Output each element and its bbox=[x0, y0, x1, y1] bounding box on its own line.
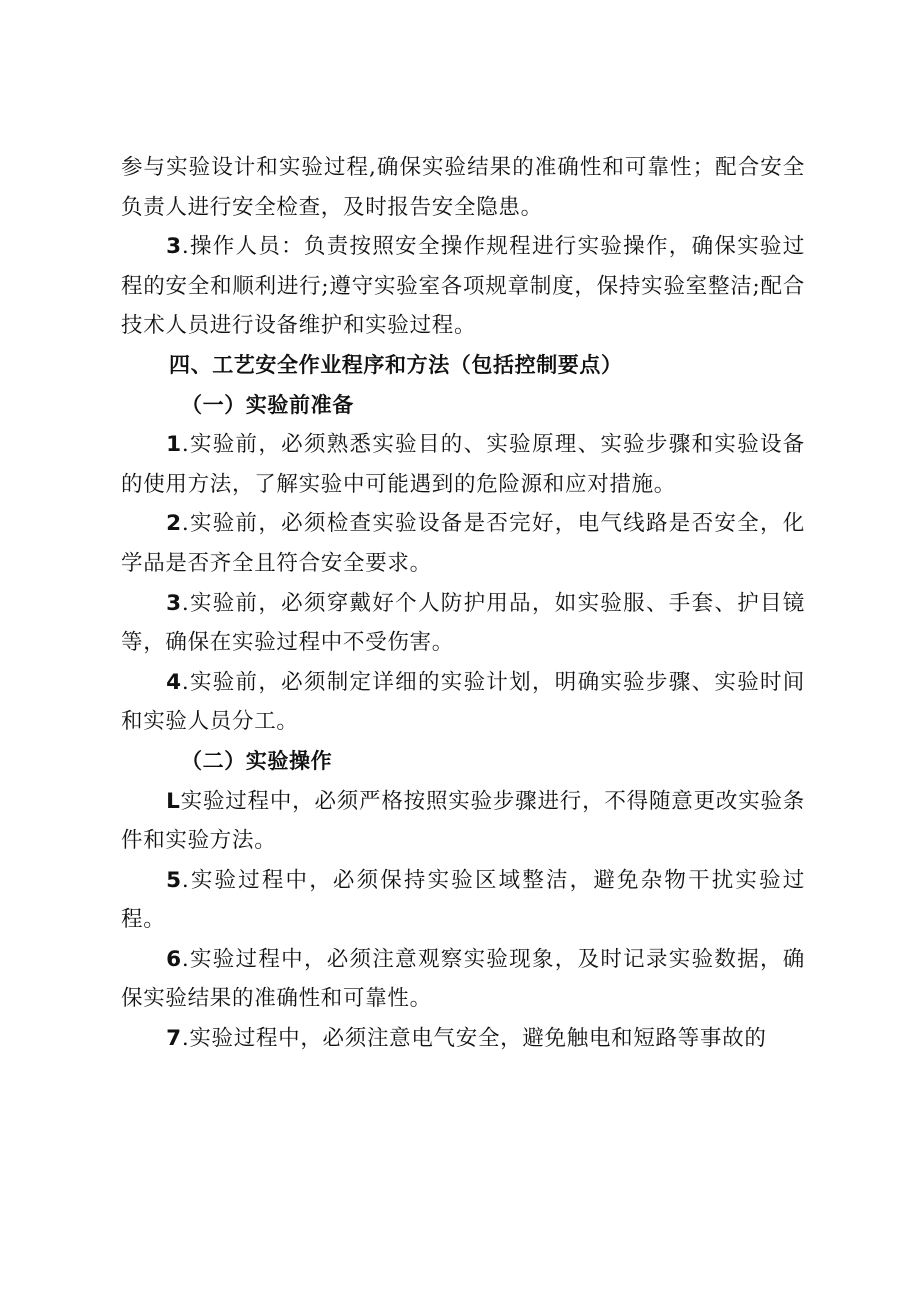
item-number: 4 bbox=[166, 669, 182, 695]
list-item bbox=[121, 1019, 805, 1059]
item-text: .实验过程中，必须注意电气安全，避免触电和短路等事故的 bbox=[181, 1026, 767, 1052]
list-item bbox=[121, 782, 805, 861]
item-number: 5 bbox=[166, 867, 182, 893]
item-text: .实验过程中，必须保持实验区域整洁，避免杂物干扰实验过程。 bbox=[121, 867, 805, 933]
section-title: 四、工艺安全作业程序和方法（包括控制要点） bbox=[169, 352, 623, 377]
list-item bbox=[121, 504, 805, 583]
subsection-title-operation: （二）实验操作 bbox=[181, 748, 333, 773]
item-text: .实验前，必须穿戴好个人防护用品，如实验服、手套、护目镜等，确保在实验过程中不受伤害。 bbox=[121, 590, 805, 656]
list-item bbox=[121, 663, 805, 742]
role-operator-paragraph bbox=[121, 227, 805, 346]
item-number: L bbox=[166, 788, 181, 814]
item-number: 3 bbox=[166, 590, 182, 616]
item-text: 实验过程中，必须严格按照实验步骤进行，不得随意更改实验条件和实验方法。 bbox=[121, 788, 805, 854]
document-body bbox=[121, 148, 805, 1059]
list-item bbox=[121, 861, 805, 940]
item-text: .实验前，必须检查实验设备是否完好，电气线路是否安全，化学品是否齐全且符合安全要求。 bbox=[121, 511, 805, 576]
item-text: .操作人员：负责按照安全操作规程进行实验操作，确保实验过程的安全和顺利进行;遵守实验室各项规章制度，保持实验室整洁;配合技术人员进行设备维护和实验过程。 bbox=[121, 234, 805, 339]
list-item bbox=[121, 940, 805, 1019]
item-text: .实验前，必须制定详细的实验计划，明确实验步骤、实验时间和实验人员分工。 bbox=[121, 669, 805, 735]
intro-paragraph: 参与实验设计和实验过程,确保实验结果的准确性和可靠性；配合安全负责人进行安全检查，及时报告安全隐患。 bbox=[121, 155, 805, 220]
item-number: 2 bbox=[166, 511, 182, 537]
item-number: 1 bbox=[166, 432, 182, 458]
subsection-title-prep: （一）实验前准备 bbox=[181, 392, 354, 417]
item-number: 7 bbox=[166, 1026, 182, 1052]
list-item bbox=[121, 584, 805, 663]
item-text: .实验过程中，必须注意观察实验现象，及时记录实验数据，确保实验结果的准确性和可靠性。 bbox=[121, 946, 805, 1012]
list-item bbox=[121, 425, 805, 504]
item-number: 6 bbox=[166, 946, 182, 972]
item-text: .实验前，必须熟悉实验目的、实验原理、实验步骤和实验设备的使用方法，了解实验中可能遇到的危险源和应对措施。 bbox=[121, 432, 805, 497]
item-number: 3 bbox=[166, 234, 182, 260]
